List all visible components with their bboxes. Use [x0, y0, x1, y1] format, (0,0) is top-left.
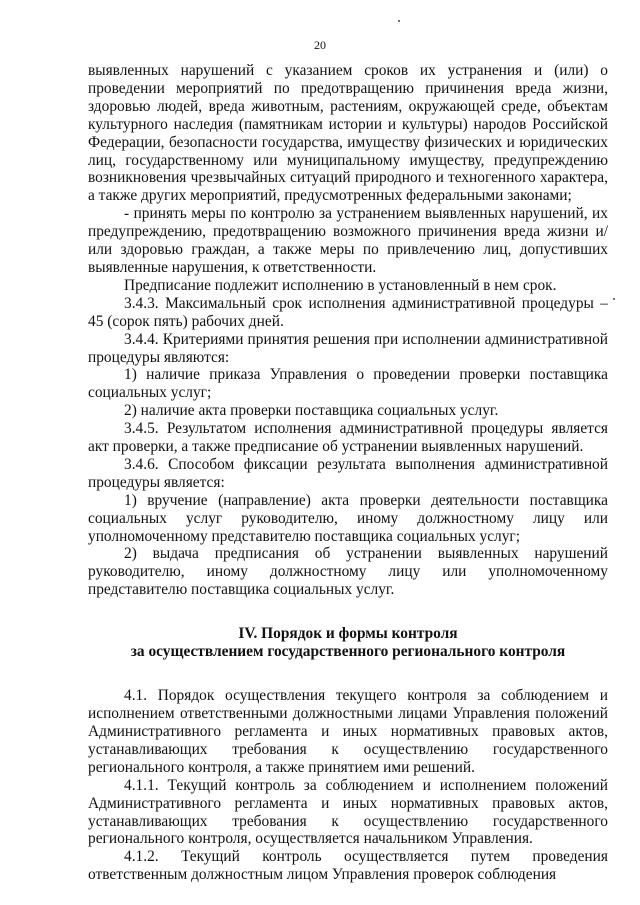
paragraph-3-4-5: 3.4.5. Результатом исполнения административной процедуры является акт проверки, а также предписание об устранении выявленных нарушений. [88, 420, 608, 456]
section-heading [88, 625, 608, 661]
paragraph-prescription-term: Предписание подлежит исполнению в установленный в нем срок. [124, 276, 557, 294]
section-title-line-1: IV. Порядок и формы контроля [238, 625, 458, 643]
list-item-fixation-1: 1) вручение (направление) акта проверки деятельности поставщика социальных услуг руководителю, иному должностному лицу или уполномоченному представителю поставщика социальных услуг; [88, 491, 608, 545]
page-number: 20 [314, 38, 326, 52]
list-item-criteria-1: 1) наличие приказа Управления о проведении проверки поставщика социальных услуг; [88, 366, 608, 402]
paragraph-3-4-3: 3.4.3. Максимальный срок исполнения административной процедуры – 45 (сорок пять) рабочих дней. [88, 294, 608, 330]
paragraph-3-4-4: 3.4.4. Критериями принятия решения при исполнении административной процедуры являются: [88, 330, 608, 366]
paragraph-3-4-6: 3.4.6. Способом фиксации результата выполнения административной процедуры является: [88, 455, 608, 491]
paragraph-4-1-1: 4.1.1. Текущий контроль за соблюдением и исполнением положений Административного регламента и иных нормативных правовых актов, устанавливающих требования к осуществлению государственного регионального контроля, осуществляется начальником Управления. [88, 776, 608, 848]
paragraph-violations-continuation: выявленных нарушений с указанием сроков их устранения и (или) о проведении мероприятий по предотвращению причинения вреда жизни, здоровью людей, вреда животным, растениям, окружающей среде, объектам культурного наследия (памятникам истории и культуры) народов Российской Федерации, безопасности государства, имуществу физических и юридических лиц, государственному или муниципальному имуществу, предупреждению возникновения чрезвычайных ситуаций природного и техногенного характера, а также других мероприятий, предусмотренных федеральными законами; [88, 62, 608, 205]
list-item-criteria-2: 2) наличие акта проверки поставщика социальных услуг. [124, 402, 499, 420]
paragraph-4-1-2: 4.1.2. Текущий контроль осуществляется путем проведения ответственным должностным лицом Управления проверок соблюдения [88, 848, 608, 884]
scan-speck [613, 298, 615, 300]
list-item-fixation-2: 2) выдача предписания об устранении выявленных нарушений руководителю, иному должностному лицу или уполномоченному представителю поставщика социальных услуг. [88, 545, 608, 599]
paragraph-4-1: 4.1. Порядок осуществления текущего контроля за соблюдением и исполнением ответственными должностными лицами Управления положений Административного регламента и иных нормативных правовых актов, устанавливающих требования к осуществлению государственного регионального контроля, а также принятием ими решений. [88, 687, 608, 776]
document-body [88, 62, 608, 884]
paragraph-control-measures: - принять меры по контролю за устранением выявленных нарушений, их предупреждению, предотвращению возможного причинения вреда жизни и/или здоровью граждан, а также меры по привлечению лиц, допустивших выявленные нарушения, к ответственности. [88, 205, 608, 276]
scan-speck [398, 20, 400, 22]
section-title-line-2: за осуществлением государственного регионального контроля [130, 643, 566, 661]
